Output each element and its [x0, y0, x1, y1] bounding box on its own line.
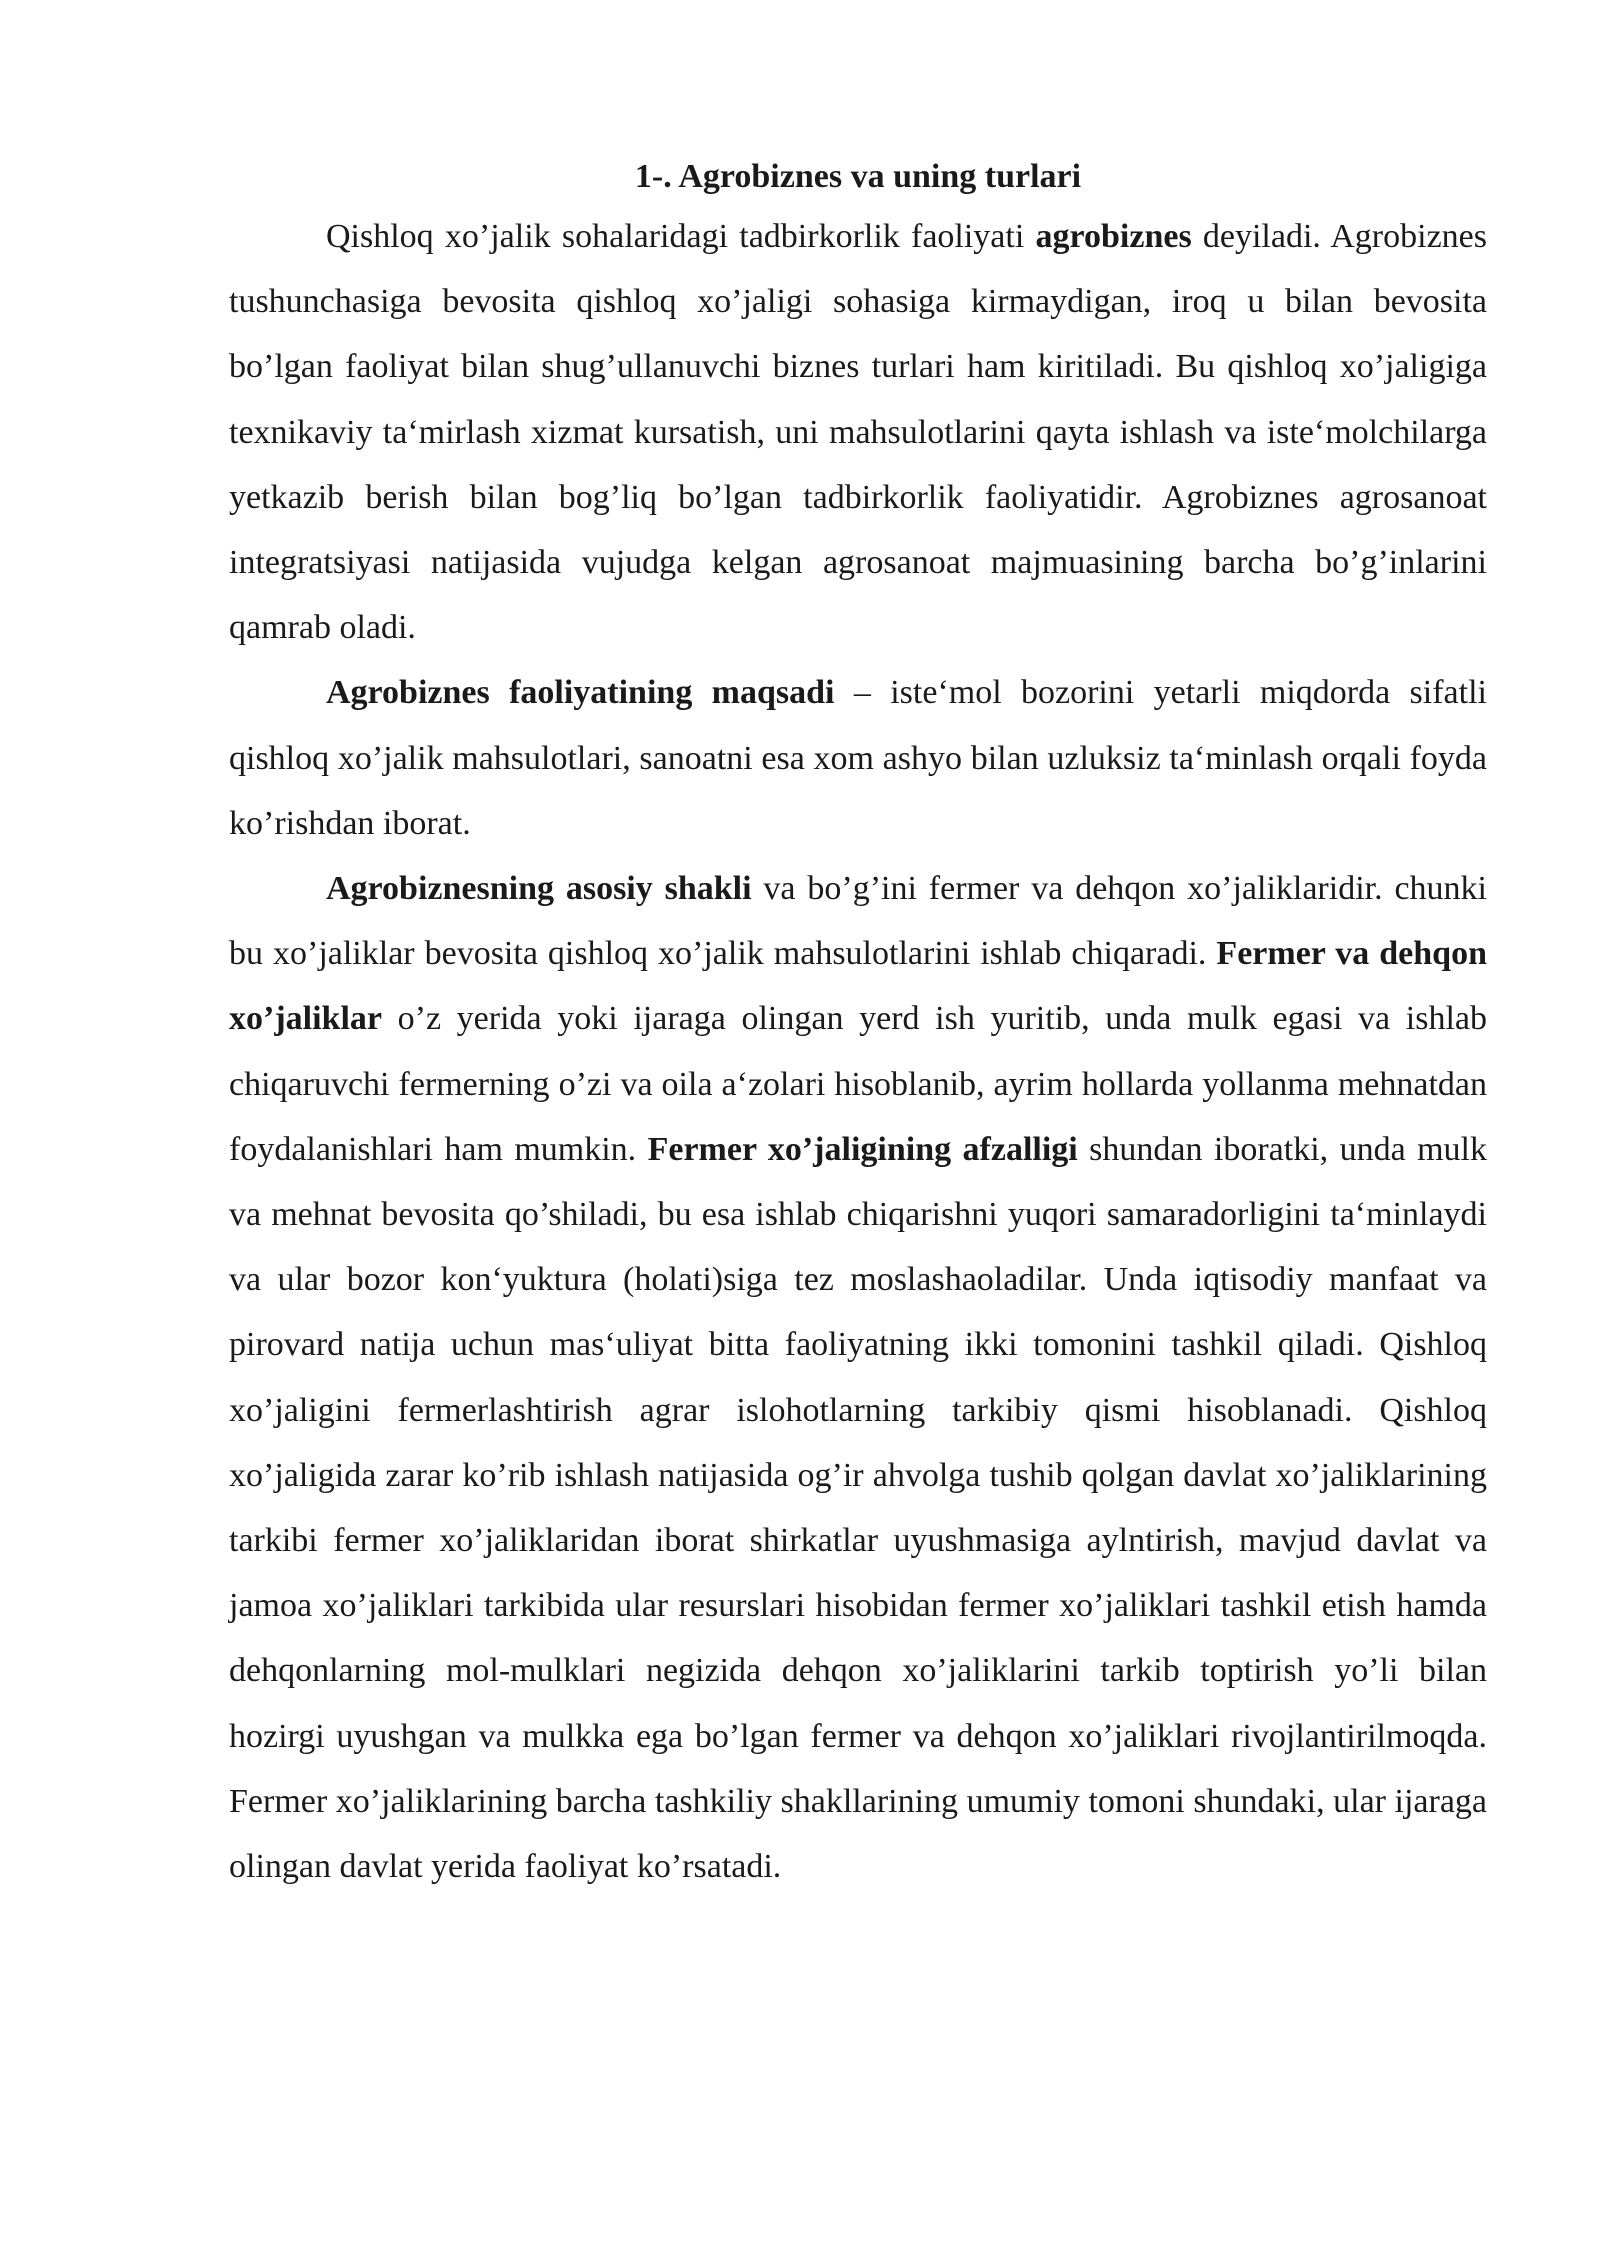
paragraph-agrobiznes-forms	[229, 856, 1487, 1899]
paragraph-text: va bo’g’ini fermer va dehqon xo’jaliklaridir. chunki bu xo’jaliklar bevosita qishloq xo’jalik mahsulotlarini ishlab chiqaradi.	[229, 870, 1487, 973]
paragraph-agrobiznes-goal	[229, 660, 1487, 856]
bold-term-advantage: Fermer xo’jaligining afzalligi	[647, 1130, 1078, 1168]
paragraph-text: o’z yerida yoki ijaraga olingan yerd ish yuritib, unda mulk egasi va ishlab chiqaruvchi fermerning o’zi va oila a‘zolari hisoblanib, ayrim hollarda yollanma mehnatdan foydalanishlari ham mumkin.	[229, 1000, 1487, 1168]
document-page	[229, 150, 1487, 1899]
paragraph-text: deyiladi. Agrobiznes tushunchasiga bevosita qishloq xo’jaligi sohasiga kirmaydigan, iroq u bilan bevosita bo’lgan faoliyat bilan shug’ullanuvchi biznes turlari ham kiritiladi. Bu qishloq xo’jaligiga texnikaviy ta‘mirlash xizmat kursatish, uni mahsulotlarini qayta ishlash va iste‘molchilarga yetkazib berish bilan bog’liq bo’lgan tadbirkorlik faoliyatidir. Agrobiznes agrosanoat integratsiyasi natijasida vujudga kelgan agrosanoat majmuasining barcha bo’g’inlarini qamrab oladi.	[229, 218, 1487, 647]
paragraph-text: Qishloq xo’jalik sohalaridagi tadbirkorlik faoliyati	[326, 218, 1036, 255]
paragraph-agrobiznes-definition	[229, 204, 1487, 660]
bold-term-main-form: Agrobiznesning asosiy shakli	[326, 870, 752, 908]
paragraph-text: – iste‘mol bozorini yetarli miqdorda sifatli qishloq xo’jalik mahsulotlari, sanoatni esa xom ashyo bilan uzluksiz ta‘minlash orqali foyda ko’rishdan iborat.	[229, 674, 1487, 842]
bold-term-agrobiznes: agrobiznes	[1035, 218, 1192, 255]
bold-term-goal: Agrobiznes faoliyatining maqsadi	[326, 674, 835, 712]
bold-term-farms: Fermer va dehqon xo’jaliklar	[229, 935, 1487, 1038]
paragraph-text: shundan iboratki, unda mulk va mehnat bevosita qo’shiladi, bu esa ishlab chiqarishni yuqori samaradorligini ta‘minlaydi va ular bozor kon‘yuktura (holati)siga tez moslashaoladilar. Unda iqtisodiy manfaat va pirovard natija uchun mas‘uliyat bitta faoliyatning ikki tomonini tashkil qiladi. Qishloq xo’jaligini fermerlashtirish agrar islohotlarning tarkibiy qismi hisoblanadi. Qishloq xo’jaligida zarar ko’rib ishlash natijasida og’ir ahvolga tushib qolgan davlat xo’jaliklarining tarkibi fermer xo’jaliklaridan iborat shirkatlar uyushmasiga aylntirish, mavjud davlat va jamoa xo’jaliklari tarkibida ular resurslari hisobidan fermer xo’jaliklari tashkil etish hamda dehqonlarning mol-mulklari negizida dehqon xo’jaliklarini tarkib toptirish yo’li bilan hozirgi uyushgan va mulkka ega bo’lgan fermer va dehqon xo’jaliklari rivojlantirilmoqda. Fermer xo’jaliklarining barcha tashkiliy shakllarining umumiy tomoni shundaki, ular ijaraga olingan davlat yerida faoliyat ko’rsatadi.	[229, 1130, 1487, 1886]
document-title: 1-. Agrobiznes va uning turlari	[634, 158, 1082, 195]
